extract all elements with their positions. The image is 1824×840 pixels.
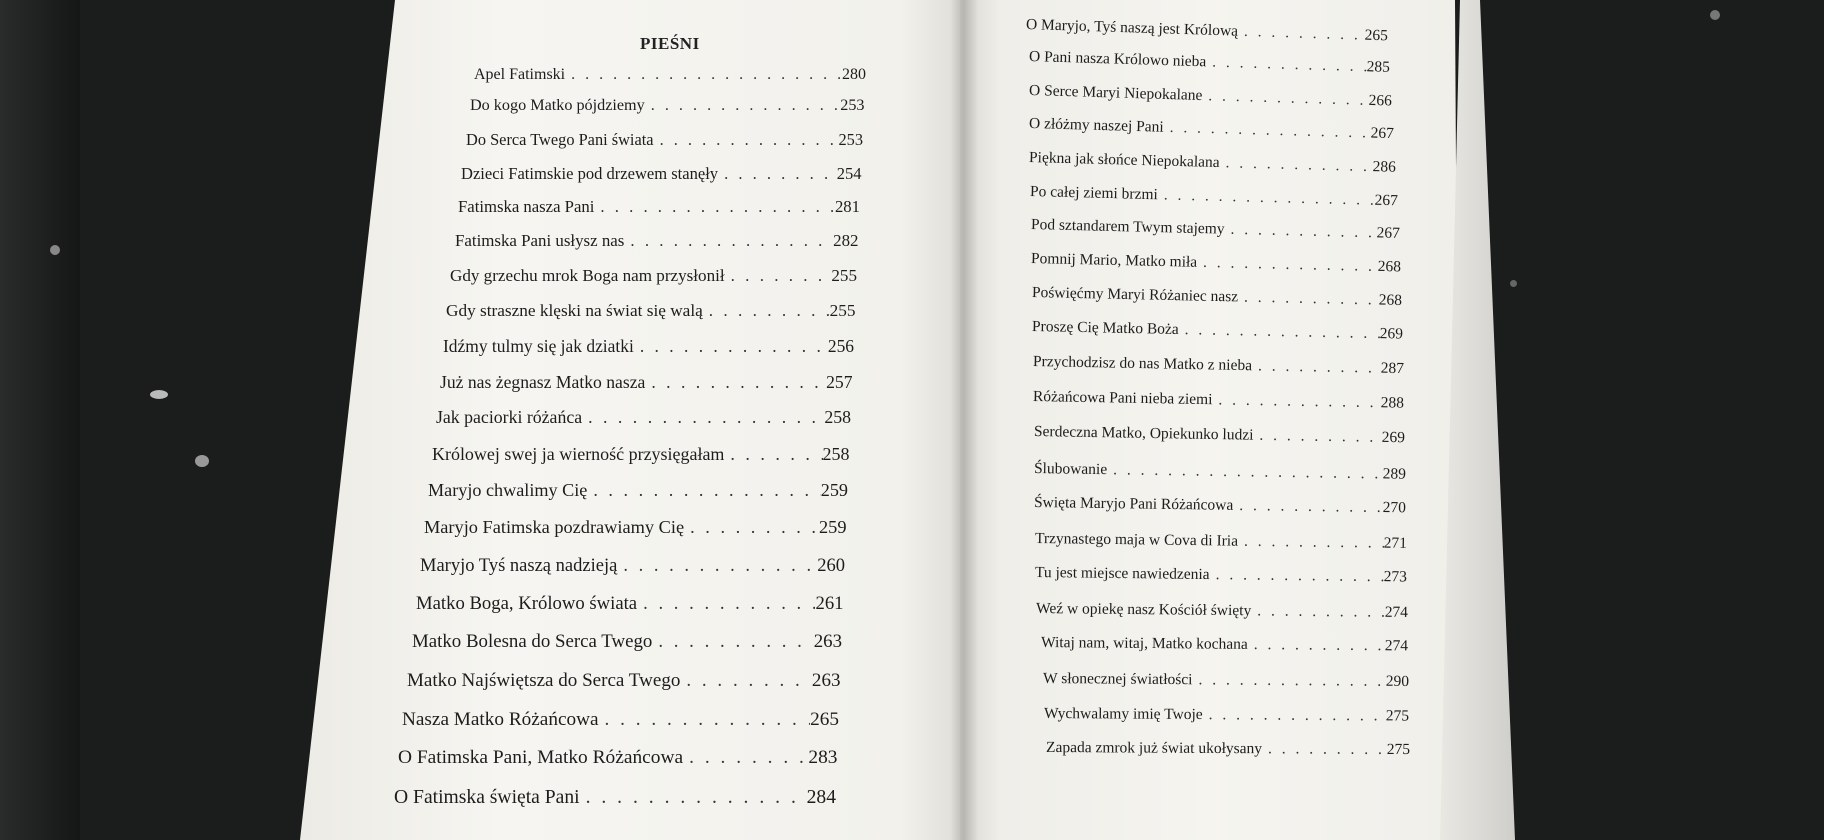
toc-entry-page: 258 — [822, 444, 850, 464]
toc-entry-title: Maryjo chwalimy Cię — [428, 480, 588, 500]
toc-entry-title: Do kogo Matko pójdziemy — [470, 97, 645, 114]
toc-entry-page: 288 — [1380, 394, 1405, 412]
toc-entry-title: Zapada zmrok już świat ukołysany — [1045, 739, 1263, 758]
toc-leader-dots — [718, 164, 837, 184]
toc-leader-dots — [1238, 288, 1379, 309]
toc-leader-dots — [645, 372, 826, 393]
toc-entry-page: 274 — [1384, 603, 1409, 621]
toc-entry-page: 254 — [836, 164, 862, 183]
toc-entry-page: 267 — [1370, 124, 1395, 143]
toc-entry-page: 269 — [1381, 428, 1406, 447]
toc-entry — [420, 555, 845, 577]
toc-entry-page: 284 — [806, 787, 836, 808]
toc-leader-dots — [1248, 636, 1385, 655]
toc-leader-dots — [1262, 740, 1387, 759]
toc-leader-dots — [725, 266, 832, 286]
toc-entry-title: Maryjo Tyś naszą nadzieją — [420, 555, 618, 576]
toc-leader-dots — [654, 130, 839, 150]
toc-entry-title: Serdeczna Matko, Opiekunko ludzi — [1033, 423, 1254, 444]
toc-leader-dots — [587, 480, 820, 501]
toc-entry-page: 256 — [827, 336, 854, 356]
toc-leader-dots — [680, 670, 812, 692]
toc-entry-page: 286 — [1372, 158, 1397, 176]
toc-entry-title: Nasza Matko Różańcowa — [402, 709, 599, 730]
toc-entry-page: 269 — [1379, 325, 1404, 343]
toc-entry — [424, 517, 847, 538]
toc-entry-title: Gdy straszne klęski na świat się walą — [446, 301, 703, 320]
toc-entry-title: Tu jest miejsce nawiedzenia — [1034, 564, 1210, 584]
toc-entry — [458, 197, 860, 217]
toc-leader-dots — [565, 66, 842, 84]
toc-leader-dots — [582, 407, 824, 428]
toc-entry-page: 268 — [1377, 257, 1402, 276]
toc-entry — [416, 593, 844, 615]
book-gutter — [950, 0, 978, 840]
toc-entry — [474, 66, 866, 84]
toc-entry-page: 253 — [840, 97, 865, 114]
toc-entry-title: Pod sztandarem Twym stajemy — [1030, 216, 1225, 238]
toc-leader-dots — [645, 97, 841, 115]
toc-entry-page: 265 — [810, 709, 839, 730]
toc-entry-title: Królowej swej ja wierność przysięgałam — [432, 444, 725, 464]
toc-entry-title: Fatimska nasza Pani — [458, 197, 595, 216]
toc-leader-dots — [1252, 357, 1381, 377]
toc-entry-page: 287 — [1380, 359, 1405, 378]
toc-entry — [455, 231, 859, 251]
toc-entry — [1043, 670, 1409, 691]
toc-entry — [440, 372, 853, 393]
toc-entry-page: 281 — [834, 197, 860, 216]
toc-entry-title: Matko Boga, Królowo świata — [416, 593, 638, 614]
toc-leader-dots — [634, 336, 828, 357]
toc-entry-title: O złóżmy naszej Pani — [1028, 115, 1164, 136]
toc-leader-dots — [617, 555, 817, 577]
toc-entry-title: Witaj nam, witaj, Matko kochana — [1040, 634, 1248, 653]
toc-leader-dots — [594, 197, 835, 217]
toc-entry-title: Gdy grzechu mrok Boga nam przysłonił — [450, 266, 725, 285]
toc-entry-page: 258 — [824, 407, 851, 427]
toc-entry-title: Weź w opiekę nasz Kościół święty — [1035, 600, 1252, 620]
toc-entry — [1044, 705, 1409, 726]
toc-leader-dots — [1203, 706, 1386, 725]
toc-entry-page: 267 — [1374, 191, 1399, 210]
toc-leader-dots — [1212, 391, 1381, 412]
toc-entry-title: Poświęćmy Maryi Różaniec nasz — [1031, 284, 1239, 306]
toc-entry — [412, 631, 842, 653]
toc-entry-page: 257 — [826, 372, 853, 392]
toc-leader-dots — [684, 517, 819, 538]
toc-leader-dots — [580, 787, 807, 809]
toc-entry-page: 290 — [1385, 672, 1410, 691]
toc-leader-dots — [624, 231, 833, 251]
toc-entry-title: O Fatimska Pani, Matko Różańcowa — [398, 747, 684, 768]
toc-entry-page: 261 — [815, 593, 844, 614]
toc-entry — [1041, 634, 1408, 655]
toc-entry-page: 263 — [811, 670, 841, 691]
toc-entry-title: Piękna jak słońce Niepokalana — [1028, 149, 1220, 172]
toc-leader-dots — [1192, 671, 1385, 691]
toc-entry-title: Po całej ziemi brzmi — [1029, 183, 1159, 204]
toc-entry — [394, 787, 836, 809]
toc-entry-title: O Maryjo, Tyś naszą jest Królową — [1025, 16, 1239, 40]
toc-entry-title: O Serce Maryi Niepokalane — [1028, 82, 1203, 105]
toc-entry-page: 255 — [831, 266, 857, 285]
toc-entry — [432, 444, 850, 465]
toc-entry-page: 265 — [1364, 26, 1389, 45]
table-speck — [1510, 280, 1517, 287]
toc-entry-title: Przychodzisz do nas Matko z nieba — [1032, 353, 1253, 375]
toc-entry — [470, 97, 865, 115]
toc-entry — [1046, 739, 1410, 759]
toc-entry-page: 268 — [1378, 291, 1403, 310]
toc-entry-page: 282 — [833, 231, 859, 250]
table-speck — [195, 455, 209, 467]
toc-entry-title: Ślubowanie — [1033, 460, 1108, 479]
toc-entry-title: Do Serca Twego Pani świata — [466, 130, 654, 149]
toc-leader-dots — [637, 593, 815, 615]
toc-entry-page: 263 — [813, 631, 842, 652]
toc-entry-title: Fatimska Pani usłysz nas — [455, 231, 625, 250]
toc-entry-page: 260 — [817, 555, 845, 576]
toc-entry-title: Dzieci Fatimskie pod drzewem stanęły — [461, 164, 719, 183]
toc-entry-title: Wychwalamy imię Twoje — [1043, 705, 1203, 724]
toc-entry-page: 285 — [1366, 58, 1391, 76]
toc-entry-title: Święta Maryjo Pani Różańcowa — [1033, 494, 1234, 514]
table-speck — [50, 245, 60, 255]
toc-leader-dots — [1210, 566, 1384, 586]
toc-entry-page: 266 — [1368, 91, 1393, 110]
toc-entry-title: O Fatimska święta Pani — [394, 787, 580, 808]
toc-entry-page: 275 — [1386, 740, 1411, 759]
table-surface — [0, 0, 80, 840]
toc-entry-title: Matko Najświętsza do Serca Twego — [407, 670, 681, 691]
toc-entry-page: 259 — [819, 517, 847, 537]
toc-entry — [443, 336, 854, 357]
toc-entry-title: Jak paciorki różańca — [436, 407, 583, 427]
toc-entry-title: Maryjo Fatimska pozdrawiamy Cię — [424, 517, 685, 537]
toc-leader-dots — [1224, 221, 1376, 243]
toc-entry-page: 259 — [820, 480, 848, 500]
toc-entry-title: Pomnij Mario, Matko miła — [1030, 250, 1198, 271]
toc-entry-title: Już nas żegnasz Matko nasza — [440, 372, 646, 392]
toc-entry-title: Apel Fatimski — [474, 66, 566, 83]
toc-entry-title: O Pani nasza Królowo nieba — [1028, 48, 1207, 71]
toc-entry-page: 253 — [838, 130, 863, 149]
toc-leader-dots — [703, 301, 830, 321]
toc-entry — [466, 130, 863, 150]
toc-entry — [446, 301, 856, 321]
toc-entry — [436, 407, 851, 428]
toc-leader-dots — [1238, 533, 1384, 553]
toc-leader-dots — [1233, 497, 1383, 517]
toc-entry-title: Matko Bolesna do Serca Twego — [412, 631, 653, 652]
toc-entry-page: 289 — [1382, 465, 1407, 483]
toc-entry — [428, 480, 848, 501]
table-speck — [150, 390, 168, 399]
section-heading: PIEŚNI — [640, 34, 700, 53]
toc-leader-dots — [599, 709, 811, 731]
toc-leader-dots — [1251, 602, 1385, 621]
toc-entry-page: 274 — [1384, 637, 1409, 655]
toc-entry-page: 255 — [829, 301, 856, 320]
toc-entry-page: 271 — [1383, 534, 1408, 552]
toc-entry-page: 273 — [1383, 568, 1408, 586]
toc-entry-title: Różańcowa Pani nieba ziemi — [1032, 388, 1213, 409]
toc-leader-dots — [652, 631, 813, 653]
toc-entry-title: W słonecznej światłości — [1042, 670, 1193, 689]
toc-entry-title: Proszę Cię Matko Boża — [1031, 318, 1179, 338]
toc-leader-dots — [724, 444, 822, 465]
toc-leader-dots — [1253, 427, 1382, 447]
toc-entry-title: Trzynastego maja w Cova di Iria — [1034, 530, 1239, 550]
toc-entry — [461, 164, 862, 184]
toc-entry — [402, 709, 839, 731]
toc-entry-page: 275 — [1385, 707, 1410, 725]
toc-entry-page: 280 — [842, 66, 866, 83]
toc-entry — [450, 266, 857, 286]
toc-entry-page: 283 — [808, 747, 838, 768]
toc-entry-page: 267 — [1376, 224, 1401, 242]
toc-entry-title: Idźmy tulmy się jak dziatki — [443, 336, 634, 356]
toc-entry — [407, 670, 841, 692]
table-speck — [1710, 10, 1720, 20]
toc-leader-dots — [683, 747, 808, 769]
toc-entry — [398, 747, 838, 769]
toc-entry-page: 270 — [1382, 498, 1407, 517]
